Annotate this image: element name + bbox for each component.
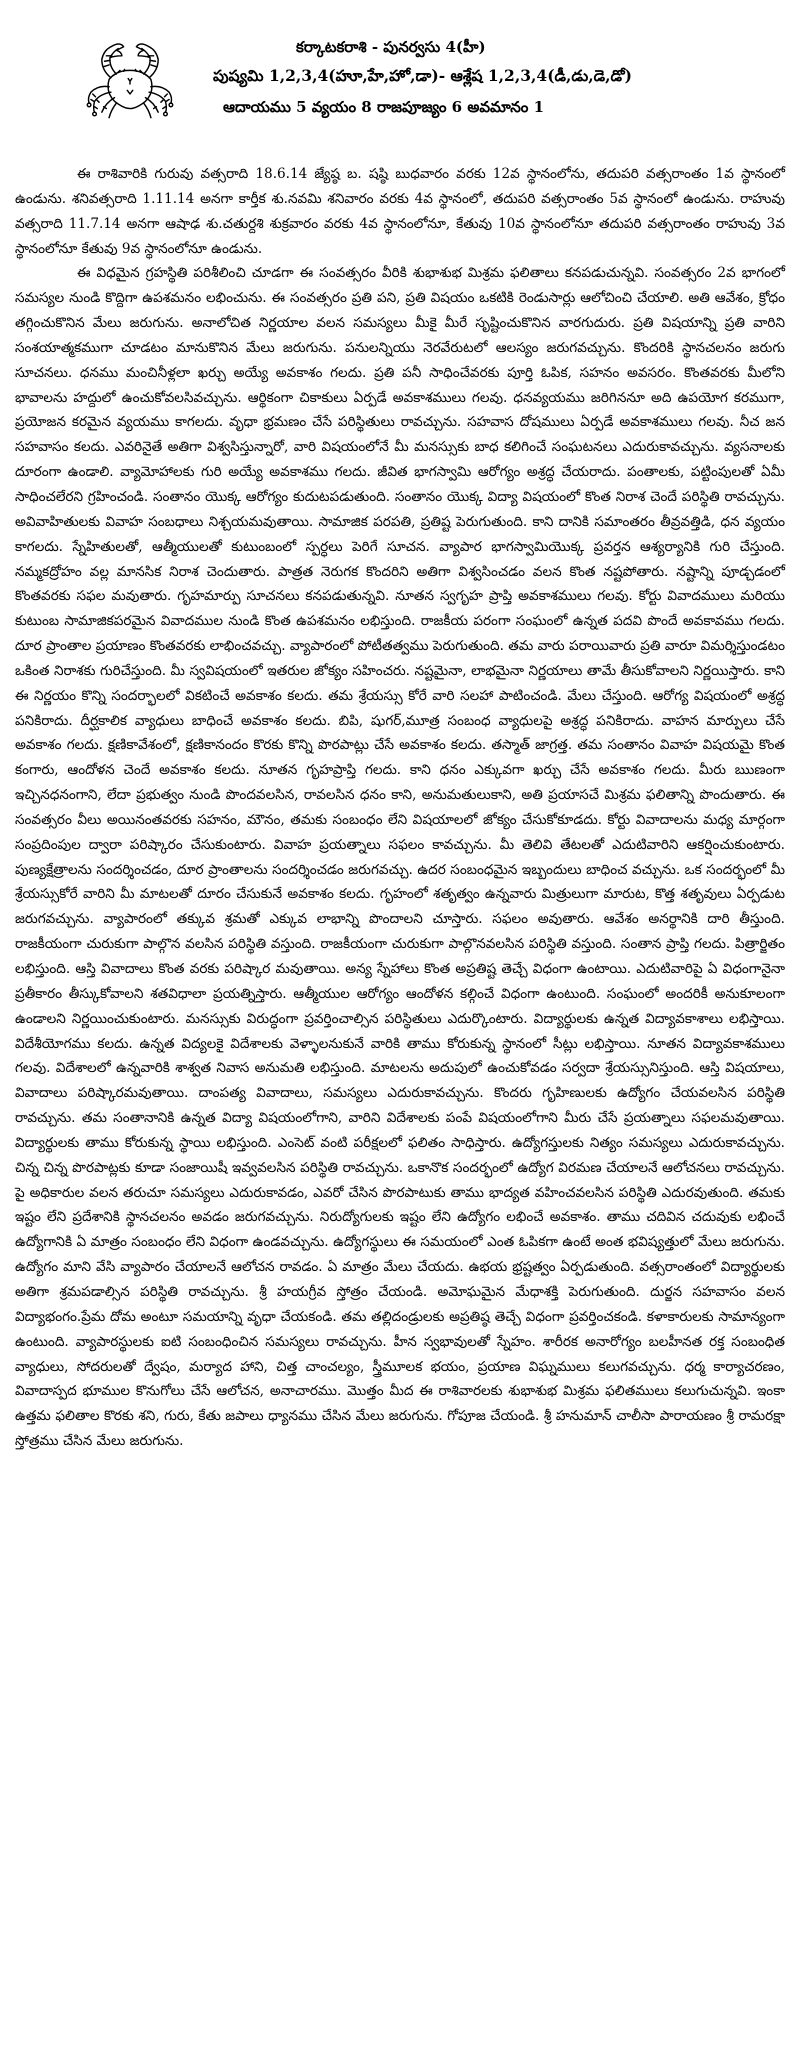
rasi-title: కర్కాటకరాశి - పునర్వసు 4(హీ) bbox=[296, 38, 486, 56]
nakshatra-line: పుష్యమి 1,2,3,4(హూ,హే,హో,డా)- ఆశ్లేష 1,2,3,4(డీ,డు,డె,డో) bbox=[213, 66, 633, 85]
income-expense-line: ఆదాయము 5 వ్యయం 8 రాజపూజ్యం 6 అవమానం 1 bbox=[223, 98, 545, 116]
paragraph-planet-positions: ఈ రాశివారికి గురువు వత్సరాది 18.6.14 జ్యేష్ఠ బ. షష్ఠి బుధవారం వరకు 12వ స్థానంలోను, తదుపరి వత్సరాంతం 1వ స్థానంలో ఉండును. శనివత్సరాది 1.11.14 అనగా కార్తీక శు.నవమి శనివారం వరకు 4వ స్థానంలో, తదుపరి వత్సరాంతం 5వ స్థానంలో ఉండును. రాహువు వత్సరాది 11.7.14 అనగా ఆషాఢ శు.చతుర్దశి శుక్రవారం వరకు 4వ స్థానంలోనూ, కేతువు 10వ స్థానంలోనూ తదుపరి వత్సరాంతం రాహువు 3వ స్థానంలోనూ కేతువు 9వ స్థానంలోనూ ఉండును. bbox=[15, 166, 785, 257]
horoscope-body bbox=[15, 162, 785, 1454]
horoscope-header bbox=[0, 0, 799, 125]
paragraph-predictions: ఈ విధమైన గ్రహస్థితి పరిశీలించి చూడగా ఈ సంవత్సరం వీరికి శుభాశుభ మిశ్రమ ఫలితాలు కనపడుచున్నవి. సంవత్సరం 2వ భాగంలో సమస్యల నుండి కొద్దిగా ఉపశమనం లభించును. ఈ సంవత్సరం ప్రతి పని, ప్రతి విషయం ఒకటికి రెండుసార్లు ఆలోచించి చేయాలి. అతి ఆవేశం, క్రోధం తగ్గించుకొనిన మేలు జరుగును. అనాలోచిత నిర్ణయాల వలన సమస్యలు మీకై మీరే సృష్టించుకొనిన వారగుదురు. ప్రతి విషయాన్ని ప్రతి వారిని సంశయాత్మకముగా చూడటం మానుకొనిన మేలు జరుగును. పనులన్నియు నెరవేరుటలో ఆలస్యం జరుగవచ్చును. కొందరికి స్థానచలనం జరుగు సూచనలు. ధనము మంచినీళ్లలా ఖర్చు అయ్యే అవకాశం గలదు. ప్రతి పనీ సాధించేవరకు పూర్తి ఓపిక, సహనం అవసరం. కొంతవరకు మీలోని భావాలను హద్దులో ఉంచుకోవలసివచ్చును. ఆర్థికంగా చికాకులు ఏర్పడే అవకాశములు గలవు. ధనవ్యయము జరిగిననూ అది ఉపయోగ కరముగా, ప్రయోజన కరమైన వ్యయము కాగలదు. వృధా భ్రమణం చేసే పరిస్థితులు రావచ్చును. సహవాస దోషములు ఏర్పడే అవకాశములు గలవు. నీచ జన సహవాసం కలదు. ఎవరినైతే అతిగా విశ్వసిస్తున్నారో, వారి విషయంలోనే మీ మనస్సుకు బాధ కలిగించే సంఘటనలు ఎదురుకావచ్చును. వ్యసనాలకు దూరంగా ఉండాలి. వ్యామోహాలకు గురి అయ్యే అవకాశము గలదు. జీవిత భాగస్వామి ఆరోగ్యం అశ్రద్ధ చేయరాదు. పంతాలకు, పట్టింపులతో ఏమీ సాధించలేరని గ్రహించండి. సంతానం యొక్క ఆరోగ్యం కుదుటపడుతుంది. సంతానం యొక్క విద్యా విషయంలో కొంత నిరాశ చెందే పరిస్థితి రావచ్చును. అవివాహితులకు వివాహ సంబధాలు నిశ్చయమవుతాయి. సామాజిక పరపతి, ప్రతిష్ట పెరుగుతుంది. కాని దానికి సమాంతరం తీవ్రవత్తిడి, ధన వ్యయం కాగలదు. స్నేహితులతో, ఆత్మీయులతో కుటుంబంలో స్పర్ధలు పెరిగే సూచన. వ్యాపార భాగస్వామియొక్క ప్రవర్తన ఆశ్యర్యానికి గురి చేస్తుంది. నమ్మకద్రోహం వల్ల మానసిక నిరాశ చెందుతారు. పాత్రత నెరుగక కొందరిని అతిగా విశ్వసించడం వలన కొంత నష్టపోతారు. నష్టాన్ని పూడ్చడంలో కొంతవరకు సఫల మవుతారు. గృహమార్పు సూచనలు కనపడుతున్నవి. నూతన స్వగృహ ప్రాప్తి అవకాశములు గలవు. కోర్టు వివాదములు మరియు కుటుంబ సామాజికపరమైన వివాదముల నుండి కొంత ఉపశమనం లభిస్తుంది. రాజకీయ పరంగా సంఘంలో ఉన్నత పదవి పొందే అవకావము గలదు. దూర ప్రాంతాల ప్రయాణం కొంతవరకు లాభించవచ్చు. వ్యాపారంలో పోటీతత్వము పెరుగుతుంది. తమ వారు పరాయివారు ప్రతి వారూ విమర్శిస్తుండటం ఒకింత నిరాశకు గురిచేస్తుంది. మీ స్వవిషయంలో ఇతరుల జోక్యం సహించరు. నష్టమైనా, లాభమైనా నిర్ణయాలు తామే తీసుకోవాలని నిర్ణయిస్తారు. కాని ఈ నిర్ణయం కొన్ని సందర్భాలలో వికటించే అవకాశం కలదు. తమ శ్రేయస్సు కోరే వారి సలహా పాటించండి. మేలు చేస్తుంది. ఆరోగ్య విషయంలో అశ్రద్ధ పనికిరాదు. దీర్ఘకాలిక వ్యాధులు బాధించే అవకాశం కలదు. బిపి, షుగర్,మూత్ర సంబంధ వ్యాధులపై అశ్రద్ధ పనికిరాదు. వాహన మార్పులు చేసే అవకాశం గలదు. క్షణికావేశంలో, క్షణికానందం కొరకు కొన్ని పొరపాట్లు చేసే అవకాశం కలదు. తస్మాత్ జాగ్రత్త. తమ సంతానం వివాహ విషయమై కొంత కంగారు, ఆందోళన చెందే అవకాశం కలదు. నూతన గృహప్రాప్తి గలదు. కాని ధనం ఎక్కువగా ఖర్చు చేసే అవకాశం గలదు. మీరు ఋణంగా ఇచ్చినధనంగాని, లేదా ప్రభుత్వం నుండి పొందవలసిన, రావలసిన ధనం కాని, అనుమతులుకాని, అతి ప్రయాసచే మిశ్రమ ఫలితాన్ని పొందుతారు. ఈ సంవత్సరం వీలు అయినంతవరకు సహనం, మౌనం, తమకు సంబంధం లేని విషయాలలో జోక్యం చేసుకోకూడదు. కోర్టు వివాదాలను మధ్య మార్గంగా సంప్రదింపుల ద్వారా పరిష్కారం చేసుకుంటారు. వివాహ ప్రయత్నాలు సఫలం కావచ్చును. మీ తెలివి తేటలతో ఎదుటివారిని ఆకర్షించుకుంటారు. పుణ్యక్షేత్రాలను సందర్శించడం, దూర ప్రాంతాలను సందర్శించడం జరుగవచ్చు. ఉదర సంబంధమైన ఇబ్బందులు బాధించ వచ్చును. ఒక సందర్భంలో మీ శ్రేయస్సుకోరే వారిని మీ మాటలతో దూరం చేసుకునే అవకాశం కలదు. గృహంలో శతృత్వం ఉన్నవారు మిత్రులుగా మారుట, కొత్త శతృవులు ఏర్పడుట జరుగవచ్చును. వ్యాపారంలో తక్కువ శ్రమతో ఎక్కువ లాభాన్ని పొందాలని చూస్తారు. సఫలం అవుతారు. ఆవేశం అనర్థానికి దారి తీస్తుంది. రాజకీయంగా చురుకుగా పాల్గొన వలసిన పరిస్థితి వస్తుంది. రాజకీయంగా చురుకుగా పాల్గొనవలసిన పరిస్థితి వస్తుంది. సంతాన ప్రాప్తి గలదు. పిత్రార్జితం లభిస్తుంది. ఆస్తి వివాదాలు కొంత వరకు పరిష్కార మవుతాయి. అన్య స్నేహాలు కొంత అప్రతిష్ట తెచ్చే విధంగా ఉంటాయి. ఎదుటివారిపై ఏ విధంగానైనా ప్రతీకారం తీస్కుకోవాలని శతవిధాలా ప్రయత్నిస్తారు. ఆత్మీయుల ఆరోగ్యం ఆందోళన కల్గించే విధంగా ఉంటుంది. సంఘంలో అందరికీ అనుకూలంగా ఉండాలని నిర్ణయించుకుంటారు. మనస్సుకు విరుద్ధంగా ప్రవర్తించాల్సిన పరిస్థితులు ఎదుర్కొంటారు. విద్యార్థులకు ఉన్నత విద్యావకాశాలు లభిస్తాయి. విదేశీయోగము కలదు. ఉన్నత విద్యలకై విదేశాలకు వెళ్ళాలనుకునే వారికి తాము కోరుకున్న స్థానంలో సీట్లు లభిస్తాయి. నూతన విద్యావకాశములు గలవు. విదేశాలలో ఉన్నవారికి శాశ్వత నివాస అనుమతి లభిస్తుంది. మాటలను అదుపులో ఉంచుకోవడం సర్వదా శ్రేయస్సునిస్తుంది. ఆస్తి విషయాలు, వివాదాలు పరిష్కారమవుతాయి. దాంపత్య వివాదాలు, సమస్యలు ఎదురుకావచ్చును. కొందరు గృహిణులకు ఉద్యోగం చేయవలసిన పరిస్థితి రావచ్చును. తమ సంతానానికి ఉన్నత విద్యా విషయంలోగాని, వారిని విదేశాలకు పంపే విషయంలోగాని మీరు చేసే ప్రయత్నాలు సఫలమవుతాయి. విద్యార్థులకు తాము కోరుకున్న స్థాయి లభిస్తుంది. ఎంసెట్ వంటి పరీక్షలలో ఫలితం సాధిస్తారు. ఉద్యోగస్తులకు నిత్యం సమస్యలు ఎదురుకావచ్చును. చిన్న చిన్న పొరపాట్లకు కూడా సంజాయిషీ ఇవ్వవలసిన పరిస్థితి రావచ్చును. ఒకానొక సందర్భంలో ఉద్యోగ విరమణ చేయాలనే ఆలోచనలు రావచ్చును. పై అధికారుల వలన తరుచూ సమస్యలు ఎదురుకావడం, ఎవరో చేసిన పొరపాటుకు తాము భాద్యత వహించవలసిన పరిస్థితి ఎదురవుతుంది. తమకు ఇష్టం లేని ప్రదేశానికి స్థానచలనం అవడం జరుగవచ్చును. నిరుద్యోగులకు ఇష్టం లేని ఉద్యోగం లభించే అవకాశం. తాము చదివిన చదువుకు లభించే ఉద్యోగానికి ఏ మాత్రం సంబంధం లేని విధంగా ఉండవచ్చును. ఉద్యోగస్థులు ఈ సమయంలో ఎంత ఓపికగా ఉంటే అంత భవిష్యత్తులో మేలు జరుగును. ఉద్యోగం మాని వేసి వ్యాపారం చేయాలనే ఆలోచన రావడం. ఏ మాత్రం మేలు చేయదు. ఉభయ భ్రష్టత్వం ఏర్పడుతుంది. వత్సరాంతంలో విద్యార్థులకు అతిగా శ్రమపడాల్సిన పరిస్థితి రావచ్చును. శ్రీ హయగ్రీవ స్తోత్రం చేయండి. అమోఘమైన మేధాశక్తి పెరుగుతుంది. దుర్జన సహవాసం వలన విద్యాభంగం.ప్రేమ దోమ అంటూ సమయాన్ని వృధా చేయకండి. తమ తల్లిదండ్రులకు అప్రతిష్ఠ తెచ్చే విధంగా ప్రవర్తించకండి. కళాకారులకు సామాన్యంగా ఉంటుంది. వ్యాపారస్థులకు ఐటి సంబంధించిన సమస్యలు రావచ్చును. హీన స్వభావులతో స్నేహం. శారీరక అనారోగ్యం బలహీనత రక్త సంబంధిత వ్యాధులు, సోదరులతో ద్వేషం, మర్యాద హాని, చిత్త చాంచల్యం, స్త్రీమూలక భయం, ప్రయాణ విఘ్నములు కలుగవచ్చును. ధర్మ కార్యాచరణం, వివాదాస్పద భూముల కొనుగోలు చేసే ఆలోచన, అనాచారము. మొత్తం మీద ఈ రాశివారలకు శుభాశుభ మిశ్రమ ఫలితములు కలుగుచున్నవి. ఇంకా ఉత్తమ ఫలితాల కొరకు శని, గురు, కేతు జపాలు ధ్యానము చేసిన మేలు జరుగును. గోపూజ చేయండి. శ్రీ హనుమాన్ చాలీసా పారాయణం శ్రీ రామరక్షా స్తోత్రము చేసిన మేలు జరుగును. bbox=[15, 265, 786, 1450]
crab-icon bbox=[80, 34, 180, 124]
